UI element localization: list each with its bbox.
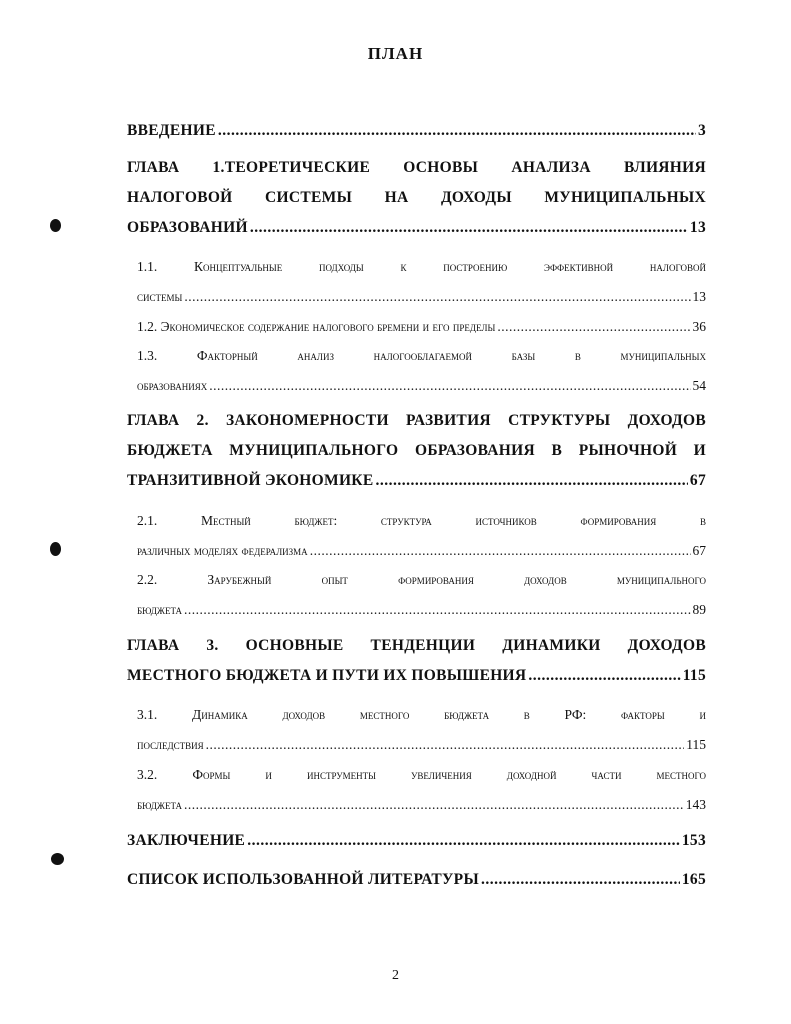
toc-label-line: 3.2. Формы и инструменты увеличения доходной части местного: [137, 767, 706, 782]
toc-label-line: ГЛАВА 3. ОСНОВНЫЕ ТЕНДЕНЦИИ ДИНАМИКИ ДОХОДОВ: [127, 637, 706, 654]
toc-entry-introduction: [127, 116, 706, 146]
toc-page-number: 89: [692, 602, 706, 617]
page-title: ПЛАН: [367, 44, 424, 63]
toc-page-number: 67: [689, 472, 706, 489]
toc-entry-references: [127, 865, 706, 895]
toc-label-line: 2.1. Местный бюджет: структура источников формирования в: [137, 513, 706, 528]
dot-leader: [528, 661, 680, 691]
dot-leader: [247, 826, 680, 856]
toc-page-number: 165: [681, 871, 706, 888]
toc-entry-section-1-1: [137, 252, 706, 312]
toc-page-number: 115: [686, 737, 706, 752]
toc-label: различных моделях федерализма: [137, 543, 308, 558]
toc-entry-section-1-2: [137, 312, 706, 342]
dot-leader: [184, 595, 691, 625]
toc-entry-section-1-3: [137, 341, 706, 401]
toc-label-line: ГЛАВА 1.ТЕОРЕТИЧЕСКИЕ ОСНОВЫ АНАЛИЗА ВЛИЯНИЯ: [127, 159, 706, 176]
dot-leader: [184, 282, 690, 312]
scan-mark: [50, 219, 61, 232]
toc-entry-chapter-1: [127, 153, 706, 243]
dot-leader: [250, 213, 688, 243]
toc-label: МЕСТНОГО БЮДЖЕТА И ПУТИ ИХ ПОВЫШЕНИЯ: [127, 667, 527, 684]
toc-label-line: 3.1. Динамика доходов местного бюджета в РФ: факторы и: [137, 707, 706, 722]
toc-entry-conclusion: [127, 826, 706, 856]
toc-entry-chapter-2: [127, 406, 706, 496]
toc-label-line: ГЛАВА 2. ЗАКОНОМЕРНОСТИ РАЗВИТИЯ СТРУКТУРЫ ДОХОДОВ: [127, 412, 706, 429]
toc-entry-section-2-1: [137, 506, 706, 566]
dot-leader: [376, 466, 688, 496]
toc-label: ОБРАЗОВАНИЙ: [127, 219, 248, 236]
toc-label: бюджета: [137, 797, 182, 812]
scan-mark: [51, 853, 64, 865]
toc-page-number: 115: [682, 667, 706, 684]
toc-page-number: 13: [689, 219, 706, 236]
toc-label: 1.2. Экономическое содержание налогового бремени и его пределы: [137, 319, 496, 334]
toc-label-line: 2.2. Зарубежный опыт формирования доходов муниципального: [137, 572, 706, 587]
toc-label-line: НАЛОГОВОЙ СИСТЕМЫ НА ДОХОДЫ МУНИЦИПАЛЬНЫХ: [127, 189, 706, 206]
toc-label-line: 1.3. Факторный анализ налогооблагаемой базы в муниципальных: [137, 348, 706, 363]
toc-label: ТРАНЗИТИВНОЙ ЭКОНОМИКЕ: [127, 472, 374, 489]
toc-label: ВВЕДЕНИЕ: [127, 122, 216, 139]
dot-leader: [497, 312, 690, 342]
dot-leader: [218, 116, 696, 146]
toc-page-number: 153: [681, 832, 706, 849]
toc-label: системы: [137, 289, 183, 304]
page-number: 2: [392, 968, 399, 983]
toc-page-number: 54: [692, 378, 706, 393]
toc-page-number: 143: [685, 797, 706, 812]
toc-page-number: 3: [697, 122, 706, 139]
dot-leader: [206, 730, 685, 760]
toc-entry-section-3-2: [137, 760, 706, 820]
dot-leader: [184, 790, 684, 820]
toc-label-line: БЮДЖЕТА МУНИЦИПАЛЬНОГО ОБРАЗОВАНИЯ В РЫНОЧНОЙ И: [127, 442, 706, 459]
toc-label: образованиях: [137, 378, 208, 393]
dot-leader: [481, 865, 680, 895]
toc-label: СПИСОК ИСПОЛЬЗОВАННОЙ ЛИТЕРАТУРЫ: [127, 871, 479, 888]
toc-page-number: 13: [692, 289, 706, 304]
toc-label: последствия: [137, 737, 204, 752]
toc-label: бюджета: [137, 602, 182, 617]
dot-leader: [209, 371, 690, 401]
toc-entry-section-2-2: [137, 565, 706, 625]
dot-leader: [310, 536, 691, 566]
toc-entry-section-3-1: [137, 700, 706, 760]
scan-mark: [50, 542, 61, 556]
toc-label: ЗАКЛЮЧЕНИЕ: [127, 832, 246, 849]
toc-entry-chapter-3: [127, 631, 706, 691]
toc-page-number: 67: [692, 543, 706, 558]
toc-label-line: 1.1. Концептуальные подходы к построению эффективной налоговой: [137, 259, 706, 274]
toc-page-number: 36: [692, 319, 706, 334]
